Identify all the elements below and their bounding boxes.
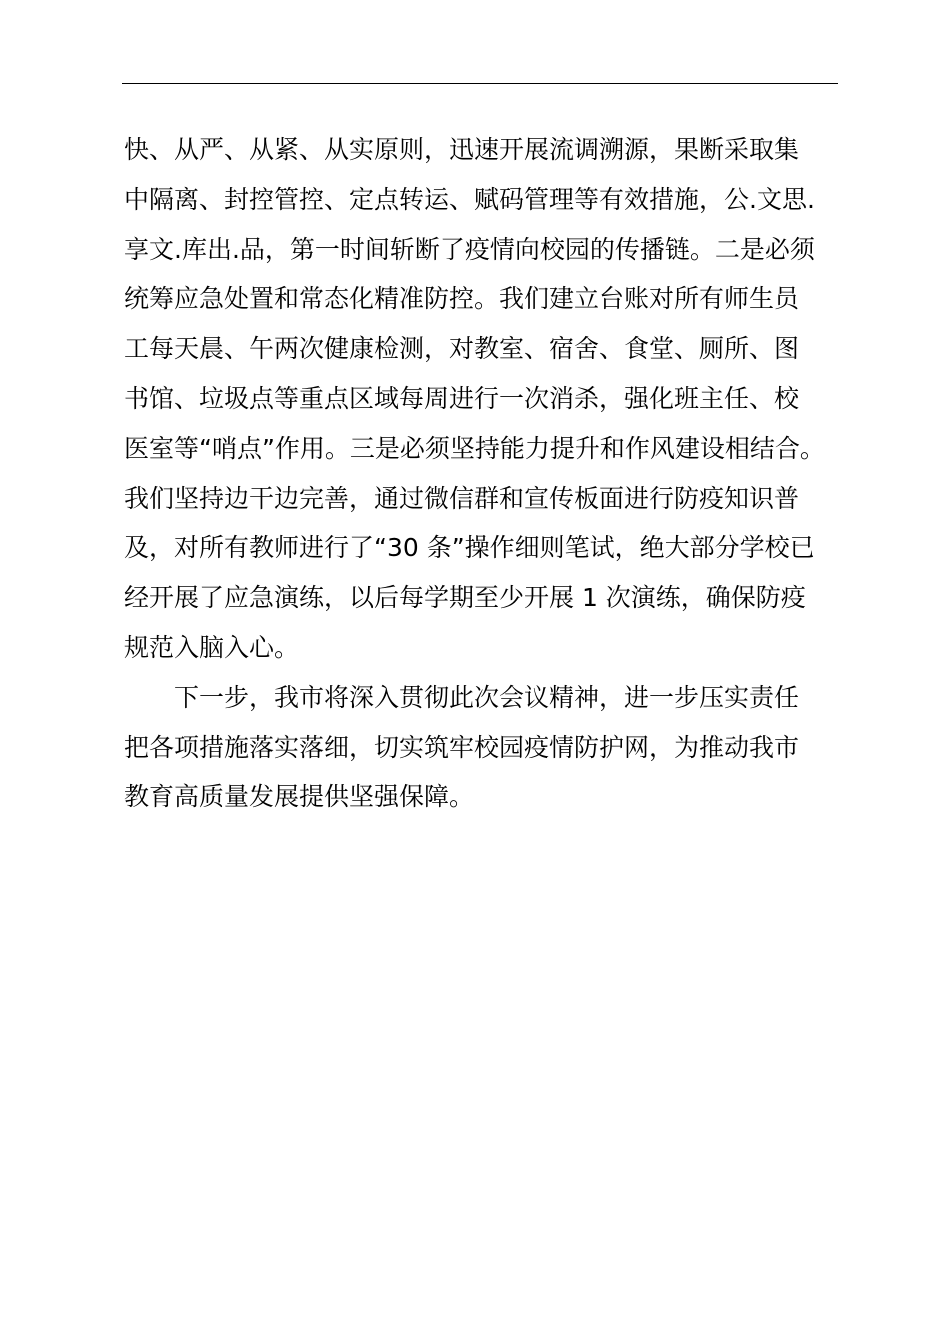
header-divider [122,83,838,84]
text-line: 工每天晨、午两次健康检测，对教室、宿舍、食堂、厕所、图 [124,334,800,364]
text-line: 把各项措施落实落细，切实筑牢校园疫情防护网，为推动我市 [124,732,800,762]
paragraph-first-line: 下一步，我市将深入贯彻此次会议精神，进一步压实责任 [174,682,800,712]
text-line: 我们坚持边干边完善，通过微信群和宣传板面进行防疫知识普 [124,483,800,513]
text-line: 快、从严、从紧、从实原则，迅速开展流调溯源，果断采取集 [124,135,800,164]
text-line: 书馆、垃圾点等重点区域每周进行一次消杀，强化班主任、校 [124,383,800,413]
document-body [124,125,840,822]
text-line: 经开展了应急演练，以后每学期至少开展 1 次演练，确保防疫 [124,583,806,613]
text-line: 及，对所有教师进行了“30 条”操作细则笔试，绝大部分学校已 [124,533,815,563]
text-line: 享文.库出.品，第一时间斩断了疫情向校园的传播链。二是必须 [124,234,815,264]
text-line: 中隔离、封控管控、定点转运、赋码管理等有效措施，公.文思. [124,184,815,214]
text-line: 医室等“哨点”作用。三是必须坚持能力提升和作风建设相结合。 [124,433,825,463]
text-line: 统筹应急处置和常态化精准防控。我们建立台账对所有师生员 [124,284,800,314]
text-line: 规范入脑入心。 [124,632,300,662]
text-line: 教育高质量发展提供坚强保障。 [124,782,475,812]
